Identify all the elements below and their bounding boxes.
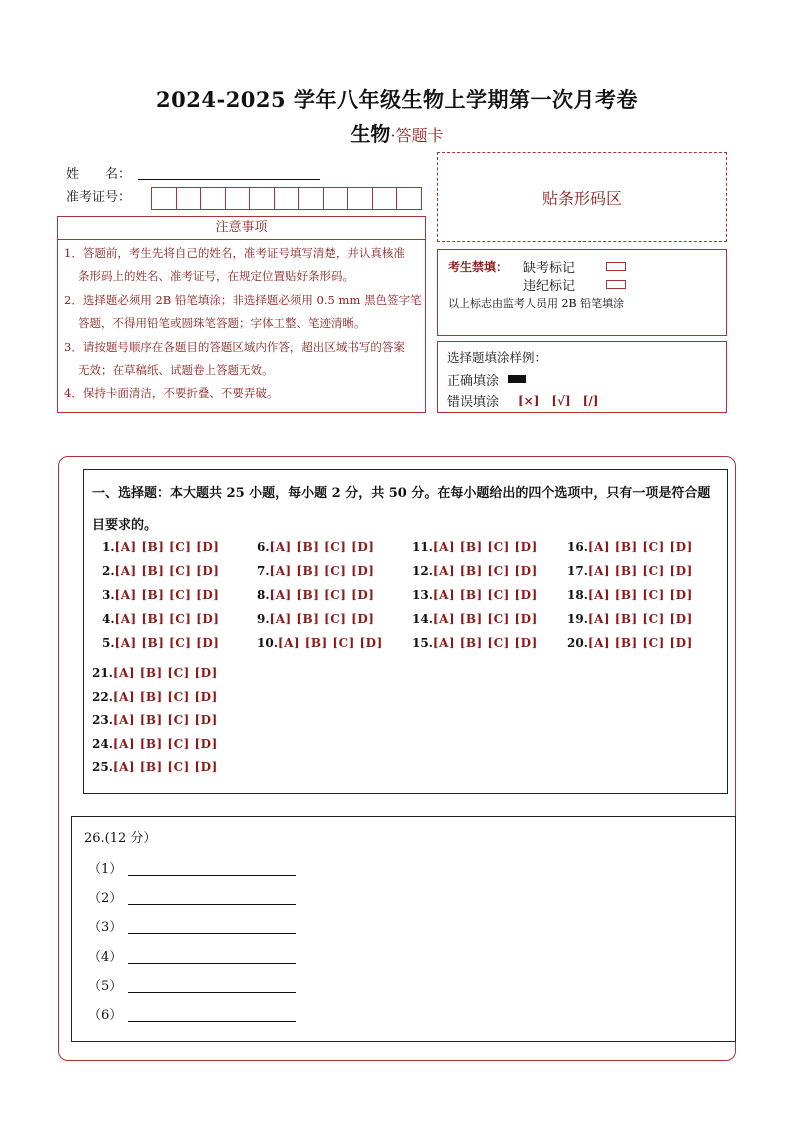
choice-question-12 [412, 564, 538, 578]
choice-section [83, 469, 728, 794]
sub-question-label: （3） [88, 920, 123, 936]
choice-question-13 [412, 588, 538, 602]
notice-text: 1．答题前，考生先将自己的姓名，准考证号填写清楚，并认真核准 [64, 246, 405, 260]
notice-text: 答题，不得用铅笔或圆珠笔答题；字体工整、笔迹清晰。 [78, 316, 366, 330]
answer-bubbles[interactable]: [A] [B] [C] [D] [112, 713, 218, 727]
q26-sub-answer [88, 946, 296, 965]
answer-line[interactable] [128, 932, 296, 934]
choice-question-7 [257, 564, 374, 578]
exam-id-digit-box[interactable] [152, 187, 177, 210]
answer-bubbles[interactable]: [A] [B] [C] [D] [432, 612, 538, 626]
question-number: 23. [92, 713, 113, 727]
choice-question-23 [92, 713, 218, 727]
exam-id-digit-box[interactable] [177, 187, 202, 210]
choice-question-10 [257, 636, 383, 650]
sub-question-label: （2） [88, 891, 123, 907]
exam-id-label: 准考证号： [66, 190, 132, 205]
sub-question-label: （5） [88, 978, 123, 994]
answer-bubbles[interactable]: [A] [B] [C] [D] [112, 666, 218, 680]
proctor-only-box [437, 249, 727, 336]
answer-bubbles[interactable]: [A] [B] [C] [D] [587, 540, 693, 554]
question-number: 18. [567, 588, 588, 602]
question-number: 10. [257, 636, 278, 650]
wrong-fill-label: 错误填涂 [447, 395, 500, 410]
notice-item [64, 289, 422, 335]
choice-question-15 [412, 636, 538, 650]
choice-question-11 [412, 540, 538, 554]
question-number: 5. [102, 636, 115, 650]
answer-bubbles[interactable]: [A] [B] [C] [D] [269, 540, 375, 554]
answer-bubbles[interactable]: [A] [B] [C] [D] [432, 564, 538, 578]
notice-text: 无效；在草稿纸、试题卷上答题无效。 [78, 363, 274, 377]
notice-heading: 注意事项 [58, 217, 425, 240]
choice-question-19 [567, 612, 693, 626]
question-number: 15. [412, 636, 433, 650]
exam-id-digit-box[interactable] [397, 187, 422, 210]
answer-bubbles[interactable]: [A] [B] [C] [D] [269, 612, 375, 626]
answer-bubbles[interactable]: [A] [B] [C] [D] [269, 564, 375, 578]
question-number: 12. [412, 564, 433, 578]
question-number: 9. [257, 612, 270, 626]
choice-question-22 [92, 690, 218, 704]
question-number: 14. [412, 612, 433, 626]
answer-line[interactable] [128, 874, 296, 876]
sub-question-label: （1） [88, 862, 123, 877]
answer-bubbles[interactable]: [A] [B] [C] [D] [114, 540, 220, 554]
choice-question-16 [567, 540, 693, 554]
answer-line[interactable] [128, 903, 296, 905]
question-number: 24. [92, 736, 113, 751]
q26-sub-answer [88, 916, 296, 935]
absent-mark-box[interactable] [606, 262, 626, 271]
question-number: 8. [257, 588, 270, 602]
sub-question-label: （4） [88, 949, 123, 965]
q26-sub-answer [88, 1004, 296, 1023]
answer-bubbles[interactable]: [A] [B] [C] [D] [112, 689, 218, 704]
question-number: 13. [412, 588, 433, 602]
violation-label: 违纪标记 [523, 279, 576, 294]
notice-text: 条形码上的姓名、准考证号，在规定位置贴好条形码。 [78, 269, 354, 283]
choice-question-2 [102, 564, 219, 578]
question-26-title: 26.(12 分） [84, 831, 157, 846]
sub-question-label: （6） [88, 1008, 123, 1023]
choice-question-8 [257, 588, 374, 602]
choice-question-5 [102, 636, 219, 650]
forbid-label: 考生禁填： [448, 260, 509, 274]
forbid-note: 以上标志由监考人员用 2B 铅笔填涂 [448, 297, 625, 310]
choice-question-18 [567, 588, 693, 602]
notice-text: 2．选择题必须用 2B 铅笔填涂；非选择题必须用 0.5 mm 黑色签字笔 [64, 293, 422, 307]
question-number: 7. [257, 564, 270, 578]
correct-fill-label: 正确填涂 [447, 374, 500, 389]
page-title: 2024-2025 学年八年级生物上学期第一次月考卷 [156, 87, 638, 112]
notice-box [57, 216, 426, 413]
choice-question-4 [102, 612, 219, 626]
absent-label: 缺考标记 [523, 261, 576, 276]
choice-question-6 [257, 540, 374, 554]
question-number: 1. [102, 540, 115, 554]
exam-id-digit-box[interactable] [348, 187, 373, 210]
choice-question-20 [567, 636, 693, 650]
answer-bubbles[interactable]: [A] [B] [C] [D] [114, 612, 220, 626]
choice-question-14 [412, 612, 538, 626]
answer-bubbles[interactable]: [A] [B] [C] [D] [432, 636, 538, 650]
fill-sample-box [437, 341, 727, 413]
answer-bubbles[interactable]: [A] [B] [C] [D] [432, 588, 538, 602]
name-label: 姓 名： [66, 167, 132, 182]
exam-id-digit-box[interactable] [324, 187, 349, 210]
correct-fill-mark [508, 375, 526, 383]
answer-line[interactable] [128, 1020, 296, 1022]
choice-question-21 [92, 666, 218, 680]
answer-card-label: 答题卡 [395, 126, 444, 145]
answer-bubbles[interactable]: [A] [B] [C] [D] [114, 588, 220, 602]
sample-heading: 选择题填涂样例： [447, 350, 548, 365]
exam-id-digit-box[interactable] [299, 187, 324, 210]
notice-item [64, 336, 422, 382]
answer-bubbles[interactable]: [A] [B] [C] [D] [112, 736, 218, 751]
answer-bubbles[interactable]: [A] [B] [C] [D] [587, 612, 693, 626]
card-subtitle [0, 118, 794, 147]
question-26-section [71, 816, 736, 1042]
exam-id-digit-box[interactable] [250, 187, 275, 210]
barcode-label: 贴条形码区 [541, 188, 622, 208]
question-number: 17. [567, 564, 588, 578]
question-number: 22. [92, 689, 113, 704]
choice-question-3 [102, 588, 219, 602]
q26-sub-answer [88, 975, 296, 994]
answer-bubbles[interactable]: [A] [B] [C] [D] [587, 564, 693, 578]
question-number: 25. [92, 760, 113, 774]
question-number: 16. [567, 540, 588, 554]
question-number: 20. [567, 636, 588, 650]
question-number: 11. [412, 540, 433, 554]
answer-bubbles[interactable]: [A] [B] [C] [D] [269, 588, 375, 602]
choice-question-17 [567, 564, 693, 578]
answer-line[interactable] [128, 962, 296, 964]
answer-bubbles[interactable]: [A] [B] [C] [D] [277, 636, 383, 650]
exam-id-digit-box[interactable] [201, 187, 226, 210]
choice-question-24 [92, 737, 218, 751]
violation-mark-box[interactable] [606, 280, 626, 289]
exam-id-digit-box[interactable] [373, 187, 398, 210]
question-number: 2. [102, 564, 115, 578]
q26-sub-answer [88, 858, 296, 877]
wrong-fill-marks: [×] [√] [/] [518, 394, 599, 408]
notice-text: 4．保持卡面清洁，不要折叠、不要弄破。 [64, 386, 279, 400]
barcode-area [437, 152, 727, 242]
answer-bubbles[interactable]: [A] [B] [C] [D] [114, 564, 220, 578]
exam-id-boxes[interactable] [151, 187, 422, 210]
choice-question-1 [102, 540, 219, 554]
question-number: 21. [92, 666, 113, 680]
notice-item [64, 242, 422, 288]
answer-bubbles[interactable]: [A] [B] [C] [D] [432, 540, 538, 554]
notice-item [64, 382, 422, 405]
choice-question-25 [92, 760, 218, 774]
exam-id-digit-box[interactable] [275, 187, 300, 210]
choice-question-9 [257, 612, 374, 626]
name-field[interactable] [138, 178, 320, 180]
answer-bubbles[interactable]: [A] [B] [C] [D] [114, 636, 220, 650]
answer-bubbles[interactable]: [A] [B] [C] [D] [587, 636, 693, 650]
question-number: 4. [102, 612, 115, 626]
choice-instructions: 一、选择题：本大题共 25 小题，每小题 2 分，共 50 分。在每小题给出的四个选项中，只有一项是符合题目要求的。 [92, 486, 711, 533]
subject-label: 生物 [350, 122, 391, 146]
q26-sub-answer [88, 887, 296, 906]
answer-bubbles[interactable]: [A] [B] [C] [D] [587, 588, 693, 602]
question-number: 19. [567, 612, 588, 626]
answer-bubbles[interactable]: [A] [B] [C] [D] [112, 760, 218, 774]
notice-text: 3．请按题号顺序在各题目的答题区域内作答，超出区域书写的答案 [64, 340, 405, 354]
answer-line[interactable] [128, 991, 296, 993]
question-number: 6. [257, 540, 270, 554]
subtitle-separator: · [390, 126, 396, 145]
question-number: 3. [102, 588, 115, 602]
exam-id-digit-box[interactable] [226, 187, 251, 210]
